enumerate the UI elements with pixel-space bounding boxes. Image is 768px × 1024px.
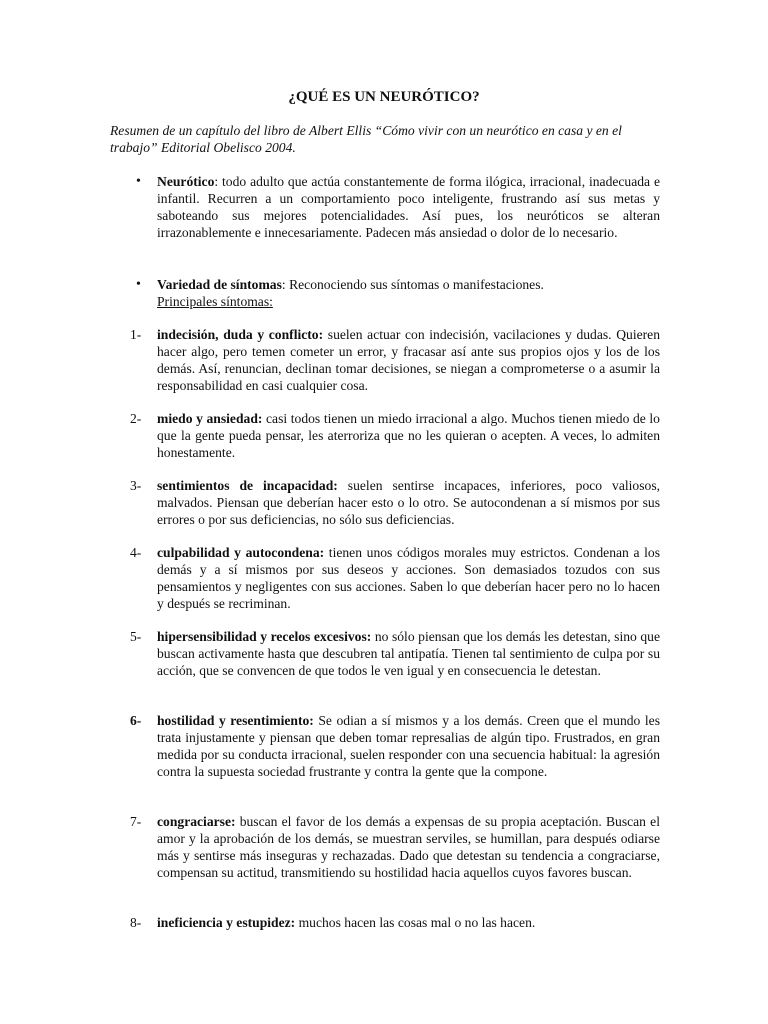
item-number: 4-	[130, 545, 142, 560]
bullet-item-neurotico	[130, 173, 660, 241]
item-text: no sólo piensan que los demás les detestan, sino que buscan activamente hasta que descubren tal antipatía. Tienen tal sentimiento de culpa por su acción, que se convencen de que todos le ven igual y en consecuencia le detestan.	[157, 629, 661, 678]
list-item	[130, 813, 660, 881]
item-content	[157, 628, 660, 679]
item-number: 7-	[130, 814, 142, 829]
list-item	[130, 326, 660, 394]
item-heading: congraciarse:	[157, 814, 236, 829]
item-content	[157, 914, 660, 931]
bullet-text: : todo adulto que actúa constantemente de forma ilógica, irracional, inadecuada e infantil. Recurren a un comportamiento poco inteligente, frustrando así sus metas y saboteando sus mejores potencialidades. Así pues, los neuróticos se alteran irrazonablemente e innecesariamente. Padecen más ansiedad o dolor de lo necesario.	[157, 174, 660, 240]
item-text: muchos hacen las cosas mal o no las hacen.	[295, 915, 536, 930]
bullet-text: : Reconociendo sus síntomas o manifestaciones.	[281, 277, 544, 292]
item-text: suelen sentirse incapaces, inferiores, poco valiosos, malvados. Piensan que deberían hacer esto o lo otro. Se autocondenan a sí mismos por sus errores o por sus deficiencias, no sólo sus deficiencias.	[157, 478, 661, 527]
item-number: 1-	[130, 327, 142, 342]
item-heading: miedo y ansiedad:	[157, 411, 263, 426]
item-number: 2-	[130, 411, 142, 426]
item-heading: ineficiencia y estupidez:	[157, 915, 296, 930]
list-item	[130, 914, 660, 931]
item-content	[157, 326, 660, 394]
item-heading: sentimientos de incapacidad:	[157, 478, 338, 493]
document-title: ¿QUÉ ES UN NEURÓTICO?	[288, 89, 480, 105]
bullet-heading: Variedad de síntomas	[157, 277, 282, 292]
item-heading: indecisión, duda y conflicto:	[157, 327, 324, 342]
item-content	[157, 544, 660, 612]
list-item	[130, 477, 660, 528]
item-number: 6-	[130, 713, 142, 728]
sublist-heading: Principales síntomas:	[157, 294, 273, 309]
bullet-content	[157, 173, 660, 241]
item-number: 5-	[130, 629, 142, 644]
item-text: Se odian a sí mismos y a los demás. Creen que el mundo les trata injustamente y piensan que deben tomar represalias de algún tipo. Frustrados, en gran medida por su conducta irracional, suelen responder con una secuencia habitual: la agresión contra la supuesta sociedad frustrante y contra la gente que la compone.	[157, 713, 660, 779]
item-text: suelen actuar con indecisión, vacilaciones y dudas. Quieren hacer algo, pero temen cometer un error, y fracasar así ante sus propios ojos y los de los demás. Así, renuncian, declinan tomar decisiones, se niegan a comprometerse o a asumir la responsabilidad en casi cualquier cosa.	[157, 327, 661, 393]
item-text: casi todos tienen un miedo irracional a algo. Muchos tienen miedo de lo que la gente pueda pensar, les aterroriza que no les quieran o acepten. A veces, lo admiten honestamente.	[157, 411, 660, 460]
bullet-item-variedad	[130, 276, 660, 310]
item-content	[157, 813, 660, 881]
list-item	[130, 628, 660, 679]
item-content	[157, 410, 660, 461]
bullet-heading: Neurótico	[157, 174, 215, 189]
item-content	[157, 477, 660, 528]
list-item	[130, 410, 660, 461]
item-content	[157, 712, 660, 780]
item-text: buscan el favor de los demás a expensas de su propia aceptación. Buscan el amor y la aprobación de los demás, se muestran serviles, se humillan, para después odiarse más y sentirse más inseguras y rechazadas. Dado que detestan su tendencia a congraciarse, compensan su actitud, transmitiendo su hostilidad hacia aquellos cuyos favores buscan.	[157, 814, 660, 880]
list-item	[130, 544, 660, 612]
item-heading: hostilidad y resentimiento:	[157, 713, 314, 728]
item-heading: hipersensibilidad y recelos excesivos:	[157, 629, 372, 644]
bullet-marker: •	[136, 277, 141, 292]
document-subtitle: Resumen de un capítulo del libro de Albert Ellis “Cómo vivir con un neurótico en casa y en el trabajo” Editorial Obelisco 2004.	[110, 123, 622, 155]
list-item	[130, 712, 660, 780]
bullet-content	[157, 276, 660, 310]
item-number: 8-	[130, 915, 142, 930]
item-number: 3-	[130, 478, 142, 493]
item-heading: culpabilidad y autocondena:	[157, 545, 325, 560]
bullet-marker: •	[136, 174, 141, 189]
item-text: tienen unos códigos morales muy estrictos. Condenan a los demás y a sí mismos por sus deseos y acciones. Son demasiados tozudos con sus pensamientos y negligentes con sus acciones. Saben lo que deberían hacer pero no lo hacen y después se recriminan.	[157, 545, 660, 611]
